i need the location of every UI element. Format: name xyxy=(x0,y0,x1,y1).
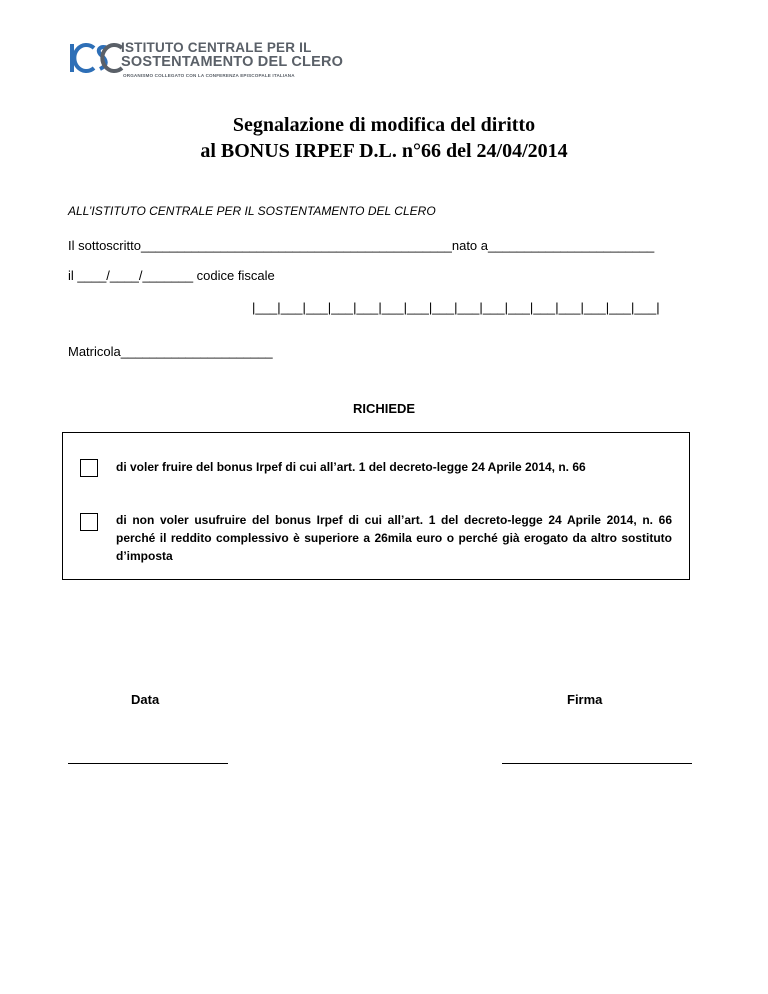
addressee: ALL’ISTITUTO CENTRALE PER IL SOSTENTAMENTO DEL CLERO xyxy=(68,204,436,218)
codice-fiscale-boxes[interactable]: |___|___|___|___|___|___|___|___|___|___|___|___|___|___|___|___| xyxy=(252,300,660,315)
birthdate-codice-fiscale-field[interactable]: il ____/____/_______ codice fiscale xyxy=(68,268,275,283)
logo-line-1: ISTITUTO CENTRALE PER IL xyxy=(121,40,312,55)
sottoscritto-field[interactable]: Il sottoscritto___________________________________________nato a_______________________ xyxy=(68,238,655,253)
data-signature-line[interactable] xyxy=(68,763,228,764)
option-1-checkbox[interactable] xyxy=(80,459,98,477)
data-label: Data xyxy=(131,692,160,707)
icsc-logo-mark xyxy=(68,40,124,80)
logo-line-3: ORGANISMO COLLEGATO CON LA CONFERENZA EPISCOPALE ITALIANA xyxy=(123,73,295,78)
richiede-heading: RICHIEDE xyxy=(352,401,416,416)
option-1-text: di voler fruire del bonus Irpef di cui all’art. 1 del decreto-legge 24 Aprile 2014, n. 66 xyxy=(116,460,586,474)
matricola-field[interactable]: Matricola_____________________ xyxy=(68,344,273,359)
firma-signature-line[interactable] xyxy=(502,763,692,764)
logo xyxy=(68,40,344,90)
logo-line-2: SOSTENTAMENTO DEL CLERO xyxy=(121,54,344,70)
option-2-text: di non voler usufruire del bonus Irpef di cui all’art. 1 del decreto-legge 24 Aprile 2014, n. 66 perché il reddito complessivo è superiore a 26mila euro o perché già erogato da altro sostituto d’imposta xyxy=(116,513,672,563)
option-2-checkbox[interactable] xyxy=(80,513,98,531)
firma-label: Firma xyxy=(567,692,603,707)
options-box xyxy=(62,432,690,580)
page-title-line-2: al BONUS IRPEF D.L. n°66 del 24/04/2014 xyxy=(200,140,568,162)
page-title-line-1: Segnalazione di modifica del diritto xyxy=(232,114,536,136)
